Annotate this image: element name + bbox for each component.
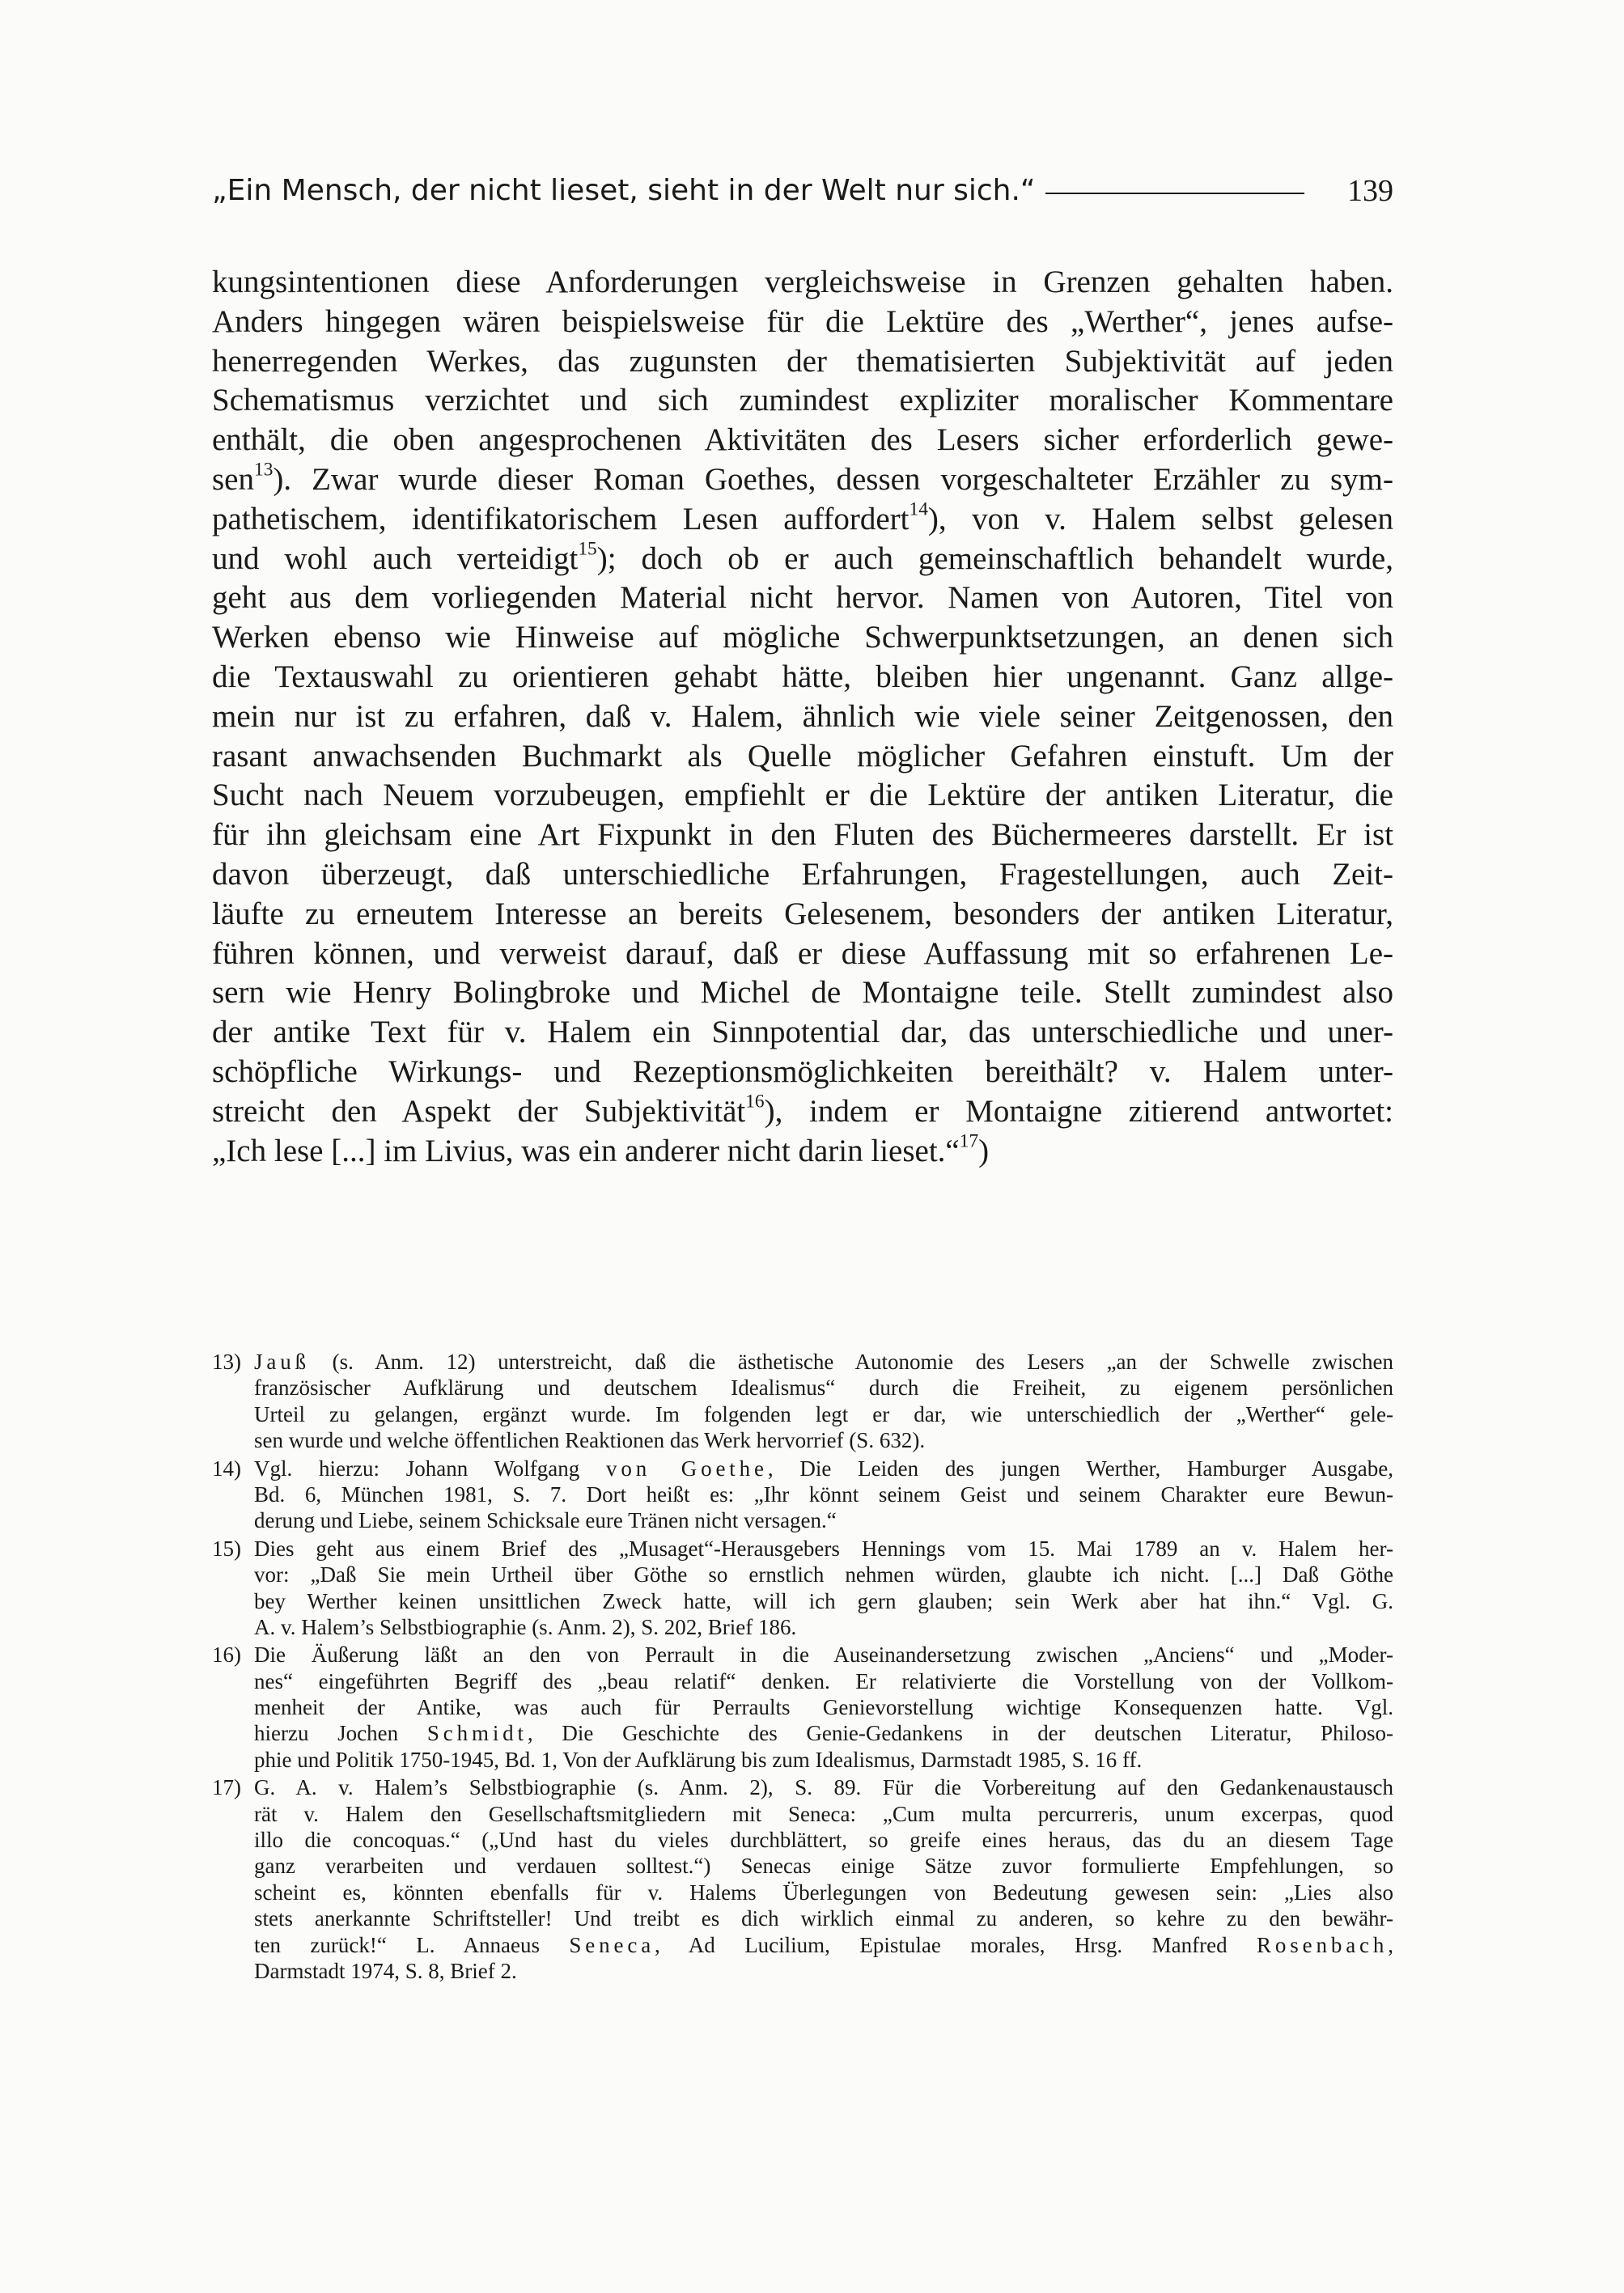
footnote-label: 15) <box>212 1536 241 1561</box>
footnote-line: nes“ eingeführten Begriff des „beau relatif“ denken. Er relativierte die Vorstellung von der Vollkom- <box>254 1668 1393 1693</box>
footnote-15 <box>212 1536 1393 1641</box>
footnote-text-run: , Die Geschichte des Genie-Gedankens in der deutschen Literatur, Philoso- <box>527 1721 1393 1746</box>
footnote-line: bey Werther keinen unsittlichen Zweck hatte, will ich gern glauben; sein Werk aber hat ihn.“ Vgl. G. <box>254 1588 1393 1613</box>
body-text-run: ) <box>978 1133 990 1168</box>
footnote-line: A. v. Halem’s Selbstbiographie (s. Anm. 2), S. 202, Brief 186. <box>254 1614 797 1639</box>
footnote-14 <box>212 1456 1393 1534</box>
body-text-run: und wohl auch verteidigt <box>212 540 579 576</box>
body-line <box>212 1132 1393 1172</box>
body-line <box>212 500 1393 540</box>
footnote-line: illo die concoquas.“ („Und hast du vieles durchblättert, so greife eines heraus, das du an diesem Tage <box>254 1828 1393 1853</box>
body-text <box>212 263 1393 1171</box>
footnote-label: 13) <box>212 1350 241 1374</box>
footnote-line: rät v. Halem den Gesellschaftsmitgliedern mit Seneca: „Cum multa percurreris, unum excerpas, quod <box>254 1801 1393 1826</box>
footnote-ref-15[interactable]: 15 <box>578 538 597 560</box>
footnote-text-run: , Die Leiden des jungen Werther, Hamburger Ausgabe, <box>767 1456 1393 1481</box>
body-line: führen können, und verweist darauf, daß er diese Auffassung mit so erfahrenen Le- <box>212 935 1393 971</box>
author-name: Rosenbach <box>1257 1932 1389 1957</box>
body-line: rasant anwachsenden Buchmarkt als Quelle möglicher Gefahren einstuft. Um der <box>212 738 1393 774</box>
body-line: für ihn gleichsam eine Art Fixpunkt in den Fluten des Büchermeeres darstellt. Er ist <box>212 817 1393 853</box>
body-line: mein nur ist zu erfahren, daß v. Halem, ähnlich wie viele seiner Zeitgenossen, den <box>212 698 1393 734</box>
running-head-rule <box>1045 193 1304 194</box>
body-line: Sucht nach Neuem vorzubeugen, empfiehlt er die Lektüre der antiken Literatur, die <box>212 778 1393 813</box>
footnotes <box>212 1349 1393 1986</box>
body-line: henerregenden Werkes, das zugunsten der thematisierten Subjektivität auf jeden <box>212 343 1393 379</box>
footnote-line: Darmstadt 1974, S. 8, Brief 2. <box>254 1958 517 1983</box>
body-line <box>212 460 1393 500</box>
body-line: davon überzeugt, daß unterschiedliche Erfahrungen, Fragestellungen, auch Zeit- <box>212 856 1393 892</box>
footnote-line: französischer Aufklärung und deutschem Idealismus“ durch die Freiheit, zu eigenem persönlichen <box>254 1375 1393 1401</box>
footnote-17 <box>212 1774 1393 1984</box>
body-line: Werken ebenso wie Hinweise auf mögliche Schwerpunktsetzungen, an denen sich <box>212 620 1393 655</box>
footnote-text-run: Vgl. hierzu: Johann Wolfgang <box>254 1456 607 1481</box>
footnote-line <box>254 1932 1393 1958</box>
footnote-13 <box>212 1349 1393 1454</box>
body-text-run: pathetischem, identifikatorischem Lesen auffordert <box>212 501 910 536</box>
footnote-line: G. A. v. Halem’s Selbstbiographie (s. Anm. 2), S. 89. Für die Vorbereitung auf den Gedankenaustausch <box>254 1775 1393 1800</box>
body-text-run: ); doch ob er auch gemeinschaftlich behandelt wurde, <box>596 540 1393 576</box>
body-line: kungsintentionen diese Anforderungen vergleichsweise in Grenzen gehalten haben. <box>212 265 1393 299</box>
page-number: 139 <box>1347 174 1393 208</box>
footnote-line: Die Äußerung läßt an den von Perrault in die Auseinandersetzung zwischen „Anciens“ und „Moder- <box>254 1642 1393 1668</box>
body-text-run: ), indem er Montaigne zitierend antwortet: <box>764 1093 1393 1129</box>
body-line: läufte zu erneutem Interesse an bereits Gelesenem, besonders der antiken Literatur, <box>212 896 1393 931</box>
footnote-label: 16) <box>212 1642 241 1668</box>
body-text-run: ). Zwar wurde dieser Roman Goethes, dessen vorgeschalteter Erzähler zu sym- <box>273 461 1393 497</box>
running-head <box>212 168 1393 214</box>
body-line: die Textauswahl zu orientieren gehabt hätte, bleiben hier ungenannt. Ganz allge- <box>212 659 1393 694</box>
footnote-line: menheit der Antike, was auch für Perraults Genievorstellung wichtige Konsequenzen hatte. Vgl. <box>254 1695 1393 1720</box>
footnote-label: 14) <box>212 1456 241 1481</box>
body-line: Anders hingegen wären beispielsweise für die Lektüre des „Werther“, jenes aufse- <box>212 303 1393 339</box>
footnote-line <box>254 1349 1393 1375</box>
body-line <box>212 540 1393 579</box>
footnote-line <box>254 1720 1393 1746</box>
footnote-line: Bd. 6, München 1981, S. 7. Dort heißt es: „Ihr könnt seinem Geist und seinem Charakter eure Bewun- <box>254 1481 1393 1507</box>
footnote-16 <box>212 1642 1393 1773</box>
footnote-line: Urteil zu gelangen, ergänzt wurde. Im folgenden legt er dar, wie unterschiedlich der „Werther“ gele- <box>254 1401 1393 1426</box>
body-line <box>212 1092 1393 1132</box>
footnote-line: vor: „Daß Sie mein Urtheil über Göthe so ernstlich nehmen würden, glaubte ich nicht. [...] Daß Göthe <box>254 1562 1393 1587</box>
footnote-text-run: (s. Anm. 12) unterstreicht, daß die ästhetische Autonomie des Lesers „an der Schwelle zwischen <box>309 1350 1393 1374</box>
footnote-line <box>254 1456 1393 1481</box>
author-name: Jauß <box>254 1350 310 1374</box>
footnote-ref-14[interactable]: 14 <box>909 498 928 520</box>
footnote-ref-13[interactable]: 13 <box>254 459 273 481</box>
body-line: der antike Text für v. Halem ein Sinnpotential dar, das unterschiedliche und uner- <box>212 1015 1393 1050</box>
author-name: Schmidt <box>426 1721 528 1746</box>
footnote-line: derung und Liebe, seinem Schicksale eure Tränen nicht versagen.“ <box>254 1508 837 1533</box>
footnote-text-run: ten zurück!“ L. Annaeus <box>254 1932 570 1957</box>
footnote-line: ganz verarbeiten und verdauen solltest.“) Senecas einige Sätze zuvor formulierte Empfehlungen, so <box>254 1854 1393 1879</box>
footnote-ref-17[interactable]: 17 <box>959 1130 979 1151</box>
body-text-run: ), von v. Halem selbst gelesen <box>927 501 1393 536</box>
body-line: Schematismus verzichtet und sich zumindest expliziter moralischer Kommentare <box>212 383 1393 418</box>
running-title: „Ein Mensch, der nicht lieset, sieht in der Welt nur sich.“ <box>212 174 1036 207</box>
body-line: sern wie Henry Bolingbroke und Michel de Montaigne teile. Stellt zumindest also <box>212 975 1393 1011</box>
footnote-line: stets anerkannte Schriftsteller! Und treibt es dich wirklich einmal zu anderen, so kehre zu den bewähr- <box>254 1906 1393 1931</box>
footnote-text-run: , Ad Lucilium, Epistulae morales, Hrsg. Manfred <box>655 1932 1257 1957</box>
body-text-run: streicht den Aspekt der Subjektivität <box>212 1093 746 1129</box>
body-text-run: „Ich lese [...] im Livius, was ein anderer nicht darin lieset.“ <box>212 1133 960 1168</box>
footnote-line: sen wurde und welche öffentlichen Reaktionen das Werk hervorrief (S. 632). <box>254 1428 926 1453</box>
body-line: schöpfliche Wirkungs- und Rezeptionsmöglichkeiten bereithält? v. Halem unter- <box>212 1053 1393 1089</box>
footnote-text-run: , <box>1388 1932 1393 1957</box>
author-name: von Goethe <box>606 1456 768 1481</box>
footnote-ref-16[interactable]: 16 <box>745 1091 765 1113</box>
body-text-run: sen <box>212 461 254 497</box>
author-name: Seneca <box>569 1932 655 1957</box>
footnote-line: phie und Politik 1750-1945, Bd. 1, Von der Aufklärung bis zum Idealismus, Darmstadt 1985, S. 16 ff. <box>254 1747 1143 1772</box>
body-line: enthält, die oben angesprochenen Aktivitäten des Lesers sicher erforderlich gewe- <box>212 422 1393 458</box>
footnote-line: Dies geht aus einem Brief des „Musaget“-Herausgebers Hennings vom 15. Mai 1789 an v. Halem her- <box>254 1536 1393 1561</box>
footnote-line: scheint es, könnten ebenfalls für v. Halems Überlegungen von Bedeutung gewesen sein: „Lies also <box>254 1880 1393 1905</box>
footnote-text-run: hierzu Jochen <box>254 1721 427 1746</box>
footnote-label: 17) <box>212 1775 241 1800</box>
body-line: geht aus dem vorliegenden Material nicht hervor. Namen von Autoren, Titel von <box>212 580 1393 616</box>
